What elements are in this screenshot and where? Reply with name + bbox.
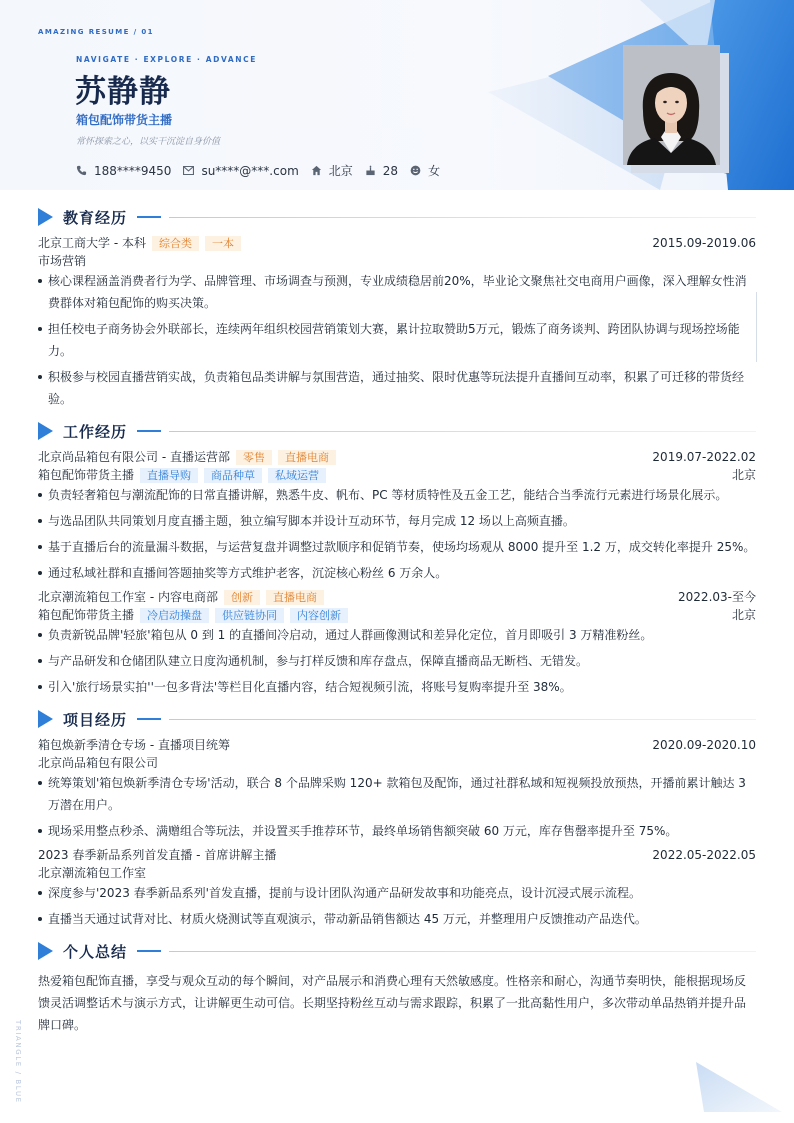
job-bullets xyxy=(38,624,756,698)
bullet-item: 与选品团队共同策划月度直播主题，独立编写脚本并设计互动环节，每月完成 12 场以上高频直播。 xyxy=(38,510,756,532)
job-city: 北京 xyxy=(731,608,756,622)
project-bullets xyxy=(38,882,756,930)
candidate-name: 苏静静 xyxy=(75,74,171,110)
footer-triangle-decoration xyxy=(690,1060,794,1123)
resume-content xyxy=(38,200,756,1036)
cake-icon xyxy=(365,165,376,176)
job-date: 2022.03-至今 xyxy=(678,590,756,604)
contact-email xyxy=(183,164,298,178)
job-position-row xyxy=(38,466,756,484)
section-header xyxy=(38,200,756,234)
skill-tag: 直播导购 xyxy=(140,468,198,483)
project-org: 北京尚品箱包有限公司 xyxy=(38,756,159,770)
school-tag: 综合类 xyxy=(152,236,199,251)
section-title: 教育经历 xyxy=(63,208,128,227)
job-position: 箱包配饰带货主播 xyxy=(38,608,135,622)
bullet-item: 与产品研发和仓储团队建立日度沟通机制，参与打样反馈和库存盘点，保障直播商品无断档、无错发。 xyxy=(38,650,756,672)
bullet-item: 负责新锐品牌'轻旅'箱包从 0 到 1 的直播间冷启动，通过人群画像测试和差异化定位，首月即吸引 3 万精准粉丝。 xyxy=(38,624,756,646)
company-tag: 直播电商 xyxy=(278,450,336,465)
school-tag: 一本 xyxy=(205,236,241,251)
project-org: 北京潮流箱包工作室 xyxy=(38,866,147,880)
contact-gender xyxy=(410,162,440,179)
company-name: 北京尚品箱包有限公司 - 直播运营部 xyxy=(38,450,230,464)
bullet-item: 统筹策划'箱包焕新季清仓专场'活动，联合 8 个品牌采购 120+ 款箱包及配饰，通过社群私域和短视频投放预热，开播前累计触达 3 万潜在用户。 xyxy=(38,772,756,816)
smile-icon xyxy=(410,165,421,176)
phone-value: 188****9450 xyxy=(94,163,172,178)
resume-kicker-top: AMAZING RESUME / 01 xyxy=(38,28,154,36)
bullet-item: 通过私域社群和直播间答题抽奖等方式维护老客，沉淀核心粉丝 6 万余人。 xyxy=(38,562,756,584)
contact-city xyxy=(311,162,353,179)
home-icon xyxy=(311,165,322,176)
project-row xyxy=(38,846,756,864)
section-dash xyxy=(137,718,161,720)
project-bullets xyxy=(38,772,756,842)
company-tag: 创新 xyxy=(224,590,260,605)
bullet-item: 担任校电子商务协会外联部长，连续两年组织校园营销策划大赛，累计拉取赞助5万元，锻炼了商务谈判、跨团队协调与现场控场能力。 xyxy=(38,318,756,362)
contact-phone xyxy=(76,164,171,178)
profile-photo xyxy=(623,45,720,165)
portrait-image xyxy=(623,45,720,165)
triangle-icon xyxy=(38,422,53,440)
education-row xyxy=(38,234,756,252)
section-divider xyxy=(169,217,756,218)
skill-tag: 商品种草 xyxy=(204,468,262,483)
header-tagline: NAVIGATE · EXPLORE · ADVANCE xyxy=(76,55,257,64)
major: 市场营销 xyxy=(38,254,87,268)
mail-icon xyxy=(183,166,194,175)
bullet-item: 核心课程涵盖消费者行为学、品牌管理、市场调查与预测，专业成绩稳居前20%，毕业论文聚焦社交电商用户画像，深入理解女性消费群体对箱包配饰的购买决策。 xyxy=(38,270,756,314)
education-bullets xyxy=(38,270,756,410)
section-divider xyxy=(169,951,756,952)
scroll-indicator xyxy=(756,292,757,362)
bullet-item: 基于直播后台的流量漏斗数据，与运营复盘并调整过款顺序和促销节奏，使场均场观从 8000 提升至 1.2 万，成交转化率提升 25%。 xyxy=(38,536,756,558)
skill-tag: 内容创新 xyxy=(290,608,348,623)
section-title: 工作经历 xyxy=(63,422,128,441)
project-date: 2020.09-2020.10 xyxy=(652,738,756,752)
section-dash xyxy=(137,950,161,952)
projects-section xyxy=(38,702,756,930)
contact-info xyxy=(76,162,440,179)
section-dash xyxy=(137,216,161,218)
phone-icon xyxy=(76,165,87,176)
triangle-icon xyxy=(38,942,53,960)
bullet-item: 负责轻奢箱包与潮流配饰的日常直播讲解，熟悉牛皮、帆布、PC 等材质特性及五金工艺，能结合当季流行元素进行场景化展示。 xyxy=(38,484,756,506)
section-divider xyxy=(169,719,756,720)
skill-tag: 供应链协同 xyxy=(215,608,284,623)
company-name: 北京潮流箱包工作室 - 内容电商部 xyxy=(38,590,218,604)
company-tag: 直播电商 xyxy=(266,590,324,605)
gender-value: 女 xyxy=(428,164,441,178)
skill-tag: 冷启动操盘 xyxy=(140,608,209,623)
candidate-role: 箱包配饰带货主播 xyxy=(76,113,173,127)
skill-tag: 私域运营 xyxy=(268,468,326,483)
school-name: 北京工商大学 - 本科 xyxy=(38,236,146,250)
project-row xyxy=(38,736,756,754)
section-divider xyxy=(169,431,756,432)
project-name: 箱包焕新季清仓专场 - 直播项目统筹 xyxy=(38,738,230,752)
job-position-row xyxy=(38,606,756,624)
project-name: 2023 春季新品系列首发直播 - 首席讲解主播 xyxy=(38,848,277,862)
section-header xyxy=(38,934,756,968)
section-title: 项目经历 xyxy=(63,710,128,729)
work-section xyxy=(38,414,756,698)
summary-section xyxy=(38,934,756,1036)
job-position: 箱包配饰带货主播 xyxy=(38,468,135,482)
triangle-icon xyxy=(38,208,53,226)
city-value: 北京 xyxy=(328,164,353,178)
education-section xyxy=(38,200,756,410)
email-value: su****@***.com xyxy=(201,163,299,178)
side-label: TRIANGLE / BLUE xyxy=(14,1020,22,1104)
job-city: 北京 xyxy=(731,468,756,482)
job-row xyxy=(38,448,756,466)
bullet-item: 现场采用整点秒杀、满赠组合等玩法，并设置买手推荐环节，最终单场销售额突破 60 万元，库存售罄率提升至 75%。 xyxy=(38,820,756,842)
contact-age xyxy=(365,164,398,178)
job-row xyxy=(38,588,756,606)
bullet-item: 引入'旅行场景实拍''一包多背法'等栏目化直播内容，结合短视频引流，将账号复购率提升至 38%。 xyxy=(38,676,756,698)
resume-header xyxy=(0,0,794,190)
company-tag: 零售 xyxy=(236,450,272,465)
section-header xyxy=(38,702,756,736)
triangle-icon xyxy=(38,710,53,728)
education-date: 2015.09-2019.06 xyxy=(652,236,756,250)
bullet-item: 直播当天通过试背对比、材质火烧测试等直观演示，带动新品销售额达 45 万元，并整理用户反馈推动产品迭代。 xyxy=(38,908,756,930)
job-date: 2019.07-2022.02 xyxy=(652,450,756,464)
bullet-item: 积极参与校园直播营销实战，负责箱包品类讲解与氛围营造，通过抽奖、限时优惠等玩法提升直播间互动率，积累了可迁移的带货经验。 xyxy=(38,366,756,410)
project-date: 2022.05-2022.05 xyxy=(652,848,756,862)
summary-text: 热爱箱包配饰直播，享受与观众互动的每个瞬间，对产品展示和消费心理有天然敏感度。性格亲和耐心，沟通节奏明快，能根据现场反馈灵活调整话术与演示方式，让讲解更生动可信。长期坚持粉丝互动与需求跟踪，积累了一批高黏性用户，多次带动单品热销并提升品牌口碑。 xyxy=(38,974,747,1032)
section-title: 个人总结 xyxy=(63,942,128,961)
age-value: 28 xyxy=(382,163,399,178)
candidate-motto: 常怀探索之心，以实干沉淀自身价值 xyxy=(76,137,221,147)
job-bullets xyxy=(38,484,756,584)
section-dash xyxy=(137,430,161,432)
section-header xyxy=(38,414,756,448)
bullet-item: 深度参与'2023 春季新品系列'首发直播，提前与设计团队沟通产品研发故事和功能亮点，设计沉浸式展示流程。 xyxy=(38,882,756,904)
